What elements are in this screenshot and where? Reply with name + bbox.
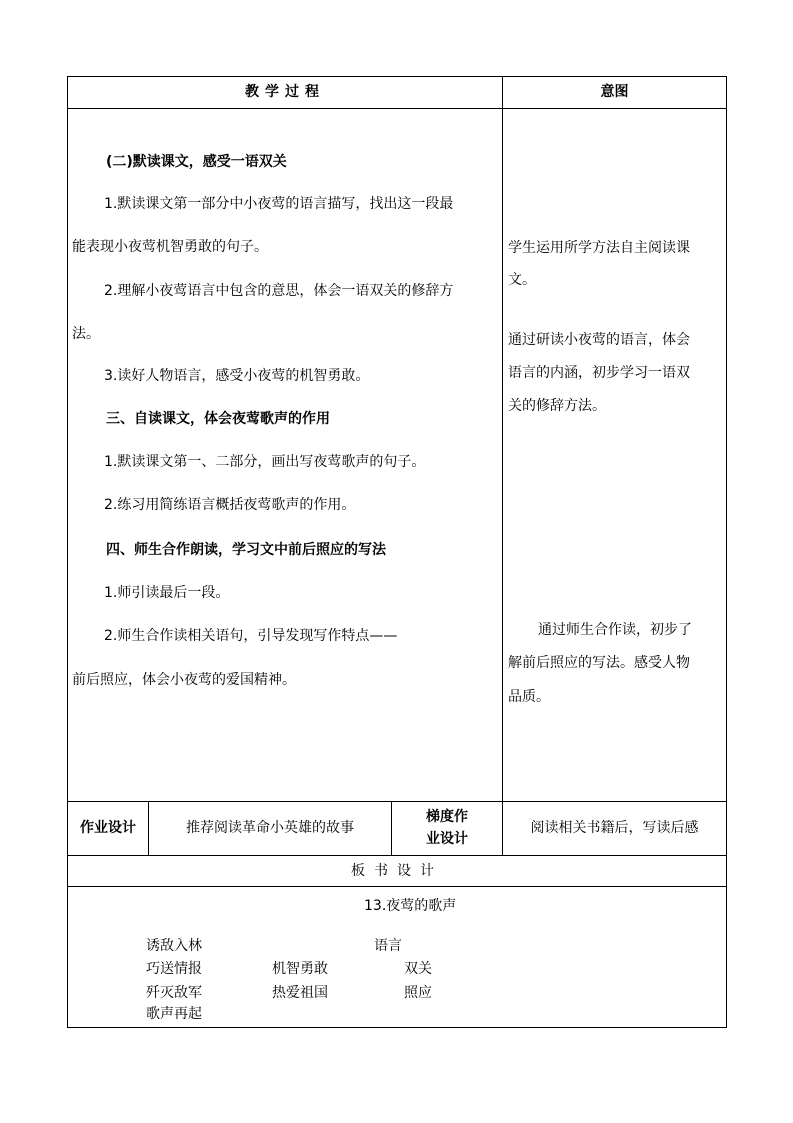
s4-item-2-continuation: 前后照应，体会小夜莺的爱国精神。 — [72, 672, 296, 688]
intent-3-line-1: 通过师生合作读，初步了 — [538, 622, 692, 638]
board-header-bottom — [67, 886, 727, 887]
intent-2-line-1: 通过研读小夜莺的语言，体会 — [508, 332, 690, 348]
intent-3-line-2: 解前后照应的写法。感受人物 — [508, 655, 690, 671]
board-col1-item: 巧送情报 — [146, 961, 202, 977]
s2-item-2-line-2: 法。 — [72, 326, 100, 342]
homework-row-top — [67, 801, 727, 802]
intent-1-line-2: 文。 — [508, 272, 536, 288]
intent-1-line-1: 学生运用所学方法自主阅读课 — [508, 240, 690, 256]
s2-item-1-line-2: 能表现小夜莺机智勇敢的句子。 — [72, 239, 268, 255]
section-3-title: 三、自读课文，体会夜莺歌声的作用 — [106, 411, 330, 427]
s4-item-1: 1.师引读最后一段。 — [104, 585, 230, 601]
header-divider — [67, 108, 727, 109]
tier-homework-value: 阅读相关书籍后，写读后感 — [530, 820, 699, 836]
intent-column-header: 意图 — [600, 84, 629, 100]
board-col2-item: 机智勇敢 — [272, 961, 328, 977]
intent-2-line-2: 语言的内涵，初步学习一语双 — [508, 365, 690, 381]
intent-3-line-3: 品质。 — [508, 689, 550, 705]
section-4-title: 四、师生合作朗读，学习文中前后照应的写法 — [106, 542, 386, 558]
tier-homework-label-line-1: 梯度作 — [426, 809, 468, 825]
s2-item-2-line-1: 2.理解小夜莺语言中包含的意思，体会一语双关的修辞方 — [104, 283, 454, 299]
s4-item-2: 2.师生合作读相关语句，引导发现写作特点—— — [104, 628, 398, 644]
s3-item-2: 2.练习用简练语言概括夜莺歌声的作用。 — [104, 497, 356, 513]
homework-value: 推荐阅读革命小英雄的故事 — [186, 820, 354, 836]
homework-row-bottom — [67, 855, 727, 856]
table-border-top — [67, 76, 727, 77]
s2-item-3: 3.读好人物语言，感受小夜莺的机智勇敢。 — [104, 368, 370, 384]
board-col3-item: 照应 — [404, 985, 432, 1001]
board-col3-item: 双关 — [404, 961, 432, 977]
process-intent-divider — [502, 76, 503, 855]
table-border-left — [67, 76, 68, 1028]
board-design-title: 板书设计 — [351, 863, 443, 879]
tier-homework-label-line-2: 业设计 — [426, 831, 468, 847]
table-border-bottom — [67, 1027, 727, 1028]
board-col2-item: 热爱祖国 — [272, 985, 328, 1001]
board-col3-item: 语言 — [374, 938, 402, 954]
process-column-header: 教学过程 — [245, 84, 325, 100]
board-col1-item: 歼灭敌军 — [146, 985, 202, 1001]
s2-item-1-line-1: 1.默读课文第一部分中小夜莺的语言描写，找出这一段最 — [104, 196, 454, 212]
homework-label: 作业设计 — [80, 820, 136, 836]
table-border-right — [726, 76, 727, 1028]
intent-2-line-3: 关的修辞方法。 — [508, 398, 606, 414]
board-col1-item: 歌声再起 — [146, 1006, 202, 1022]
s3-item-1: 1.默读课文第一、二部分，画出写夜莺歌声的句子。 — [104, 454, 426, 470]
board-col1-item: 诱敌入林 — [146, 938, 202, 954]
section-2-title: (二)默读课文，感受一语双关 — [106, 154, 287, 170]
board-lesson-title: 13.夜莺的歌声 — [364, 898, 457, 914]
